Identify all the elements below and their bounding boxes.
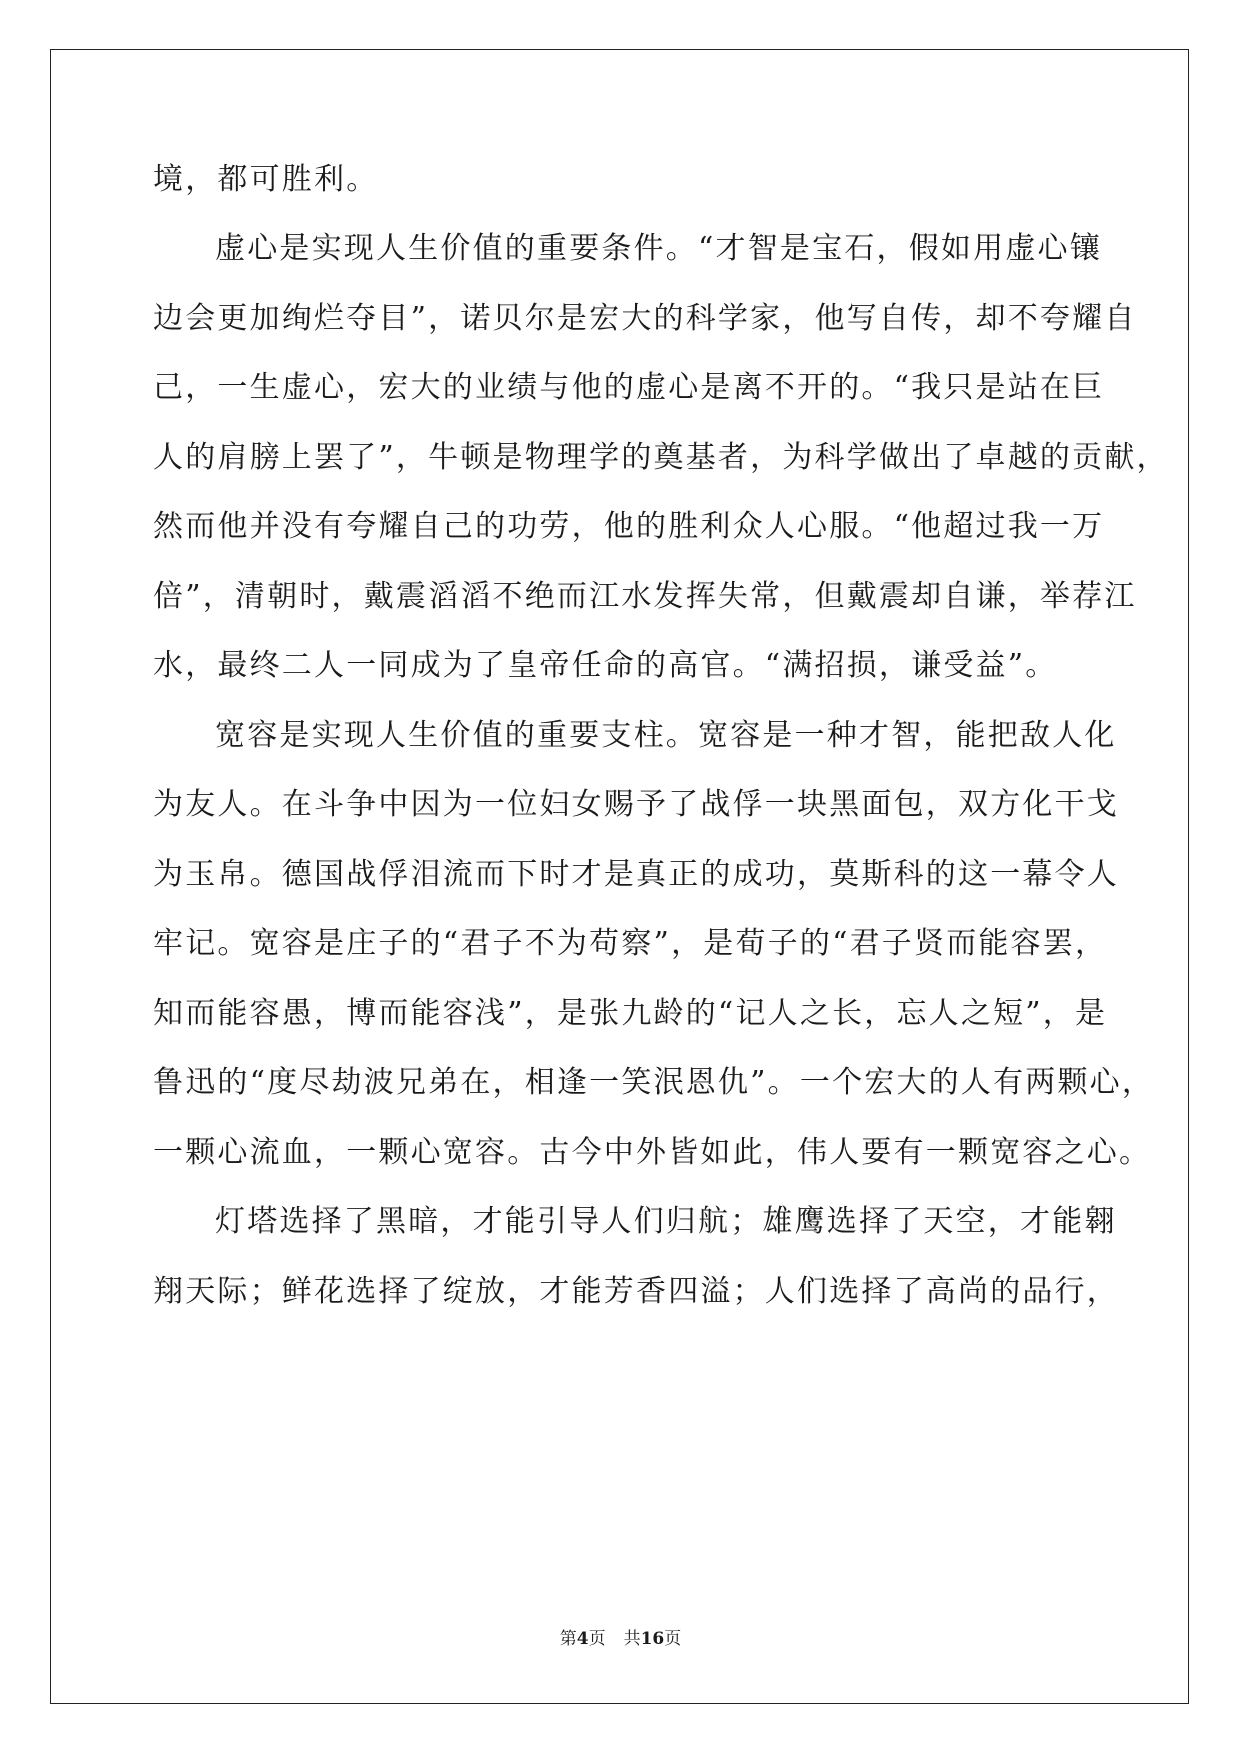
total-pages: 16 <box>640 1629 665 1649</box>
footer-total-suffix: 页 <box>664 1629 682 1649</box>
text-line: 虚心是实现人生价值的重要条件。“才智是宝石，假如用虚心镶 <box>215 231 1102 266</box>
footer-total-prefix: 共 <box>623 1629 641 1649</box>
text-line: 为友人。在斗争中因为一位妇女赐予了战俘一块黑面包，双方化干戈 <box>153 787 1119 822</box>
footer-prefix: 第 <box>559 1629 577 1649</box>
footer-page-suffix: 页 <box>588 1629 606 1649</box>
text-line: 倍”，清朝时，戴震滔滔不绝而江水发挥失常，但戴震却自谦，举荐江 <box>153 579 1137 614</box>
text-line: 灯塔选择了黑暗，才能引导人们归航；雄鹰选择了天空，才能翱 <box>215 1204 1117 1239</box>
text-line: 知而能容愚，博而能容浅”，是张九龄的“记人之长，忘人之短”，是 <box>153 996 1108 1031</box>
text-line: 宽容是实现人生价值的重要支柱。宽容是一种才智，能把敌人化 <box>215 718 1117 753</box>
text-line: 水，最终二人一同成为了皇帝任命的高官。“满招损，谦受益”。 <box>153 648 1058 683</box>
text-line: 然而他并没有夸耀自己的功劳，他的胜利众人心服。“他超过我一万 <box>153 509 1105 544</box>
text-line: 人的肩膀上罢了”，牛顿是物理学的奠基者，为科学做出了卓越的贡献， <box>153 440 1169 475</box>
page-number: 4 <box>576 1629 589 1649</box>
text-line: 牢记。宽容是庄子的“君子不为苟察”，是荀子的“君子贤而能容罢， <box>153 926 1108 961</box>
text-line: 翔天际；鲜花选择了绽放，才能芳香四溢；人们选择了高尚的品行， <box>153 1274 1119 1309</box>
text-line: 己，一生虚心，宏大的业绩与他的虚心是离不开的。“我只是站在巨 <box>153 370 1105 405</box>
text-line: 境，都可胜利。 <box>153 162 379 197</box>
text-line: 一颗心流血，一颗心宽容。古今中外皆如此，伟人要有一颗宽容之心。 <box>153 1135 1152 1170</box>
text-line: 为玉帛。德国战俘泪流而下时才是真正的成功，莫斯科的这一幕令人 <box>153 857 1119 892</box>
page-footer <box>0 1627 1241 1651</box>
text-line: 鲁迅的“度尽劫波兄弟在，相逢一笑泯恩仇”。一个宏大的人有两颗心， <box>153 1065 1155 1100</box>
text-line: 边会更加绚烂夺目”，诺贝尔是宏大的科学家，他写自传，却不夸耀自 <box>153 301 1137 336</box>
